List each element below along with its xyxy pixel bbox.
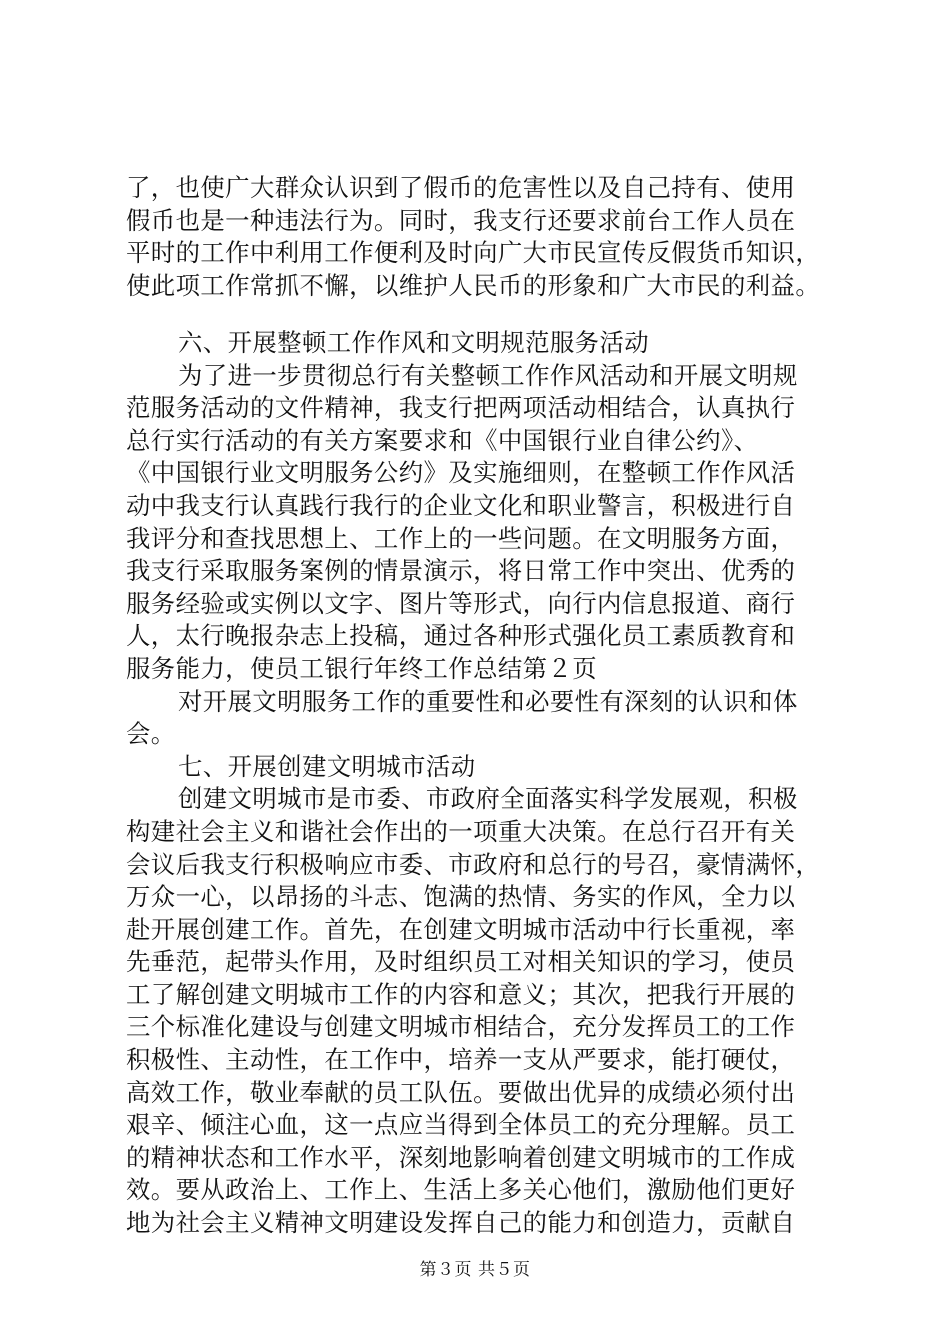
section-heading-six: 六、开展整顿工作作风和文明规范服务活动: [178, 328, 650, 357]
text-line: 范服务活动的文件精神，我支行把两项活动相结合，认真执行: [126, 393, 796, 423]
text-line: 对开展文明服务工作的重要性和必要性有深刻的认识和体: [178, 686, 798, 716]
text-line: 平时的工作中利用工作便利及时向广大市民宣传反假货币知识，: [126, 238, 821, 268]
text-line: 工了解创建文明城市工作的内容和意义；其次，把我行开展的: [126, 979, 796, 1009]
text-line: 万众一心，以昂扬的斗志、饱满的热情、务实的作风，全力以: [126, 882, 796, 912]
text-line: 服务能力，使员工银行年终工作总结第２页: [126, 653, 598, 683]
text-line: 我支行采取服务案例的情景演示，将日常工作中突出、优秀的: [126, 556, 796, 586]
text-line: 为了进一步贯彻总行有关整顿工作作风活动和开展文明规: [178, 360, 798, 390]
body-text-top: [126, 172, 846, 302]
text-line: 假币也是一种违法行为。同时，我支行还要求前台工作人员在: [126, 205, 796, 235]
section-heading-seven: 七、开展创建文明城市活动: [178, 751, 476, 781]
text-line: 会议后我支行积极响应市委、市政府和总行的号召，豪情满怀，: [126, 849, 821, 879]
text-line: 高效工作，敬业奉献的员工队伍。要做出优异的成绩必须付出: [126, 1077, 796, 1107]
text-line: 了，也使广大群众认识到了假币的危害性以及自己持有、使用: [126, 173, 796, 202]
text-line: 构建社会主义和谐社会作出的一项重大决策。在总行召开有关: [126, 816, 796, 846]
body-text-main: [126, 327, 846, 1240]
text-line: 服务经验或实例以文字、图片等形式，向行内信息报道、商行: [126, 588, 796, 618]
text-line: 动中我支行认真践行我行的企业文化和职业警言，积极进行自: [126, 490, 796, 520]
text-line: 先垂范，起带头作用，及时组织员工对相关知识的学习，使员: [126, 947, 796, 977]
text-line: 积极性、主动性，在工作中，培养一支从严要求，能打硬仗，: [126, 1045, 796, 1075]
text-line: 总行实行活动的有关方案要求和《中国银行业自律公约》、: [126, 425, 759, 455]
text-line: 会。: [126, 719, 176, 749]
text-line: 我评分和查找思想上、工作上的一些问题。在文明服务方面，: [126, 523, 796, 553]
text-line: 三个标准化建设与创建文明城市相结合，充分发挥员工的工作: [126, 1012, 796, 1042]
text-line: 创建文明城市是市委、市政府全面落实科学发展观，积极: [178, 784, 798, 814]
text-line: 使此项工作常抓不懈，以维护人民币的形象和广大市民的利益。: [126, 270, 821, 300]
text-line: 艰辛、倾注心血，这一点应当得到全体员工的充分理解。员工: [126, 1110, 796, 1140]
text-line: 的精神状态和工作水平，深刻地影响着创建文明城市的工作成: [126, 1142, 796, 1172]
text-line: 《中国银行业文明服务公约》及实施细则，在整顿工作作风活: [126, 458, 796, 488]
text-line: 赴开展创建工作。首先，在创建文明城市活动中行长重视，率: [126, 914, 796, 944]
page-footer: 第３页 共５页: [419, 1260, 531, 1280]
text-line: 地为社会主义精神文明建设发挥自己的能力和创造力，贡献自: [126, 1208, 796, 1238]
text-line: 人，太行晚报杂志上投稿，通过各种形式强化员工素质教育和: [126, 621, 796, 651]
text-line: 效。要从政治上、工作上、生活上多关心他们，激励他们更好: [126, 1175, 796, 1205]
